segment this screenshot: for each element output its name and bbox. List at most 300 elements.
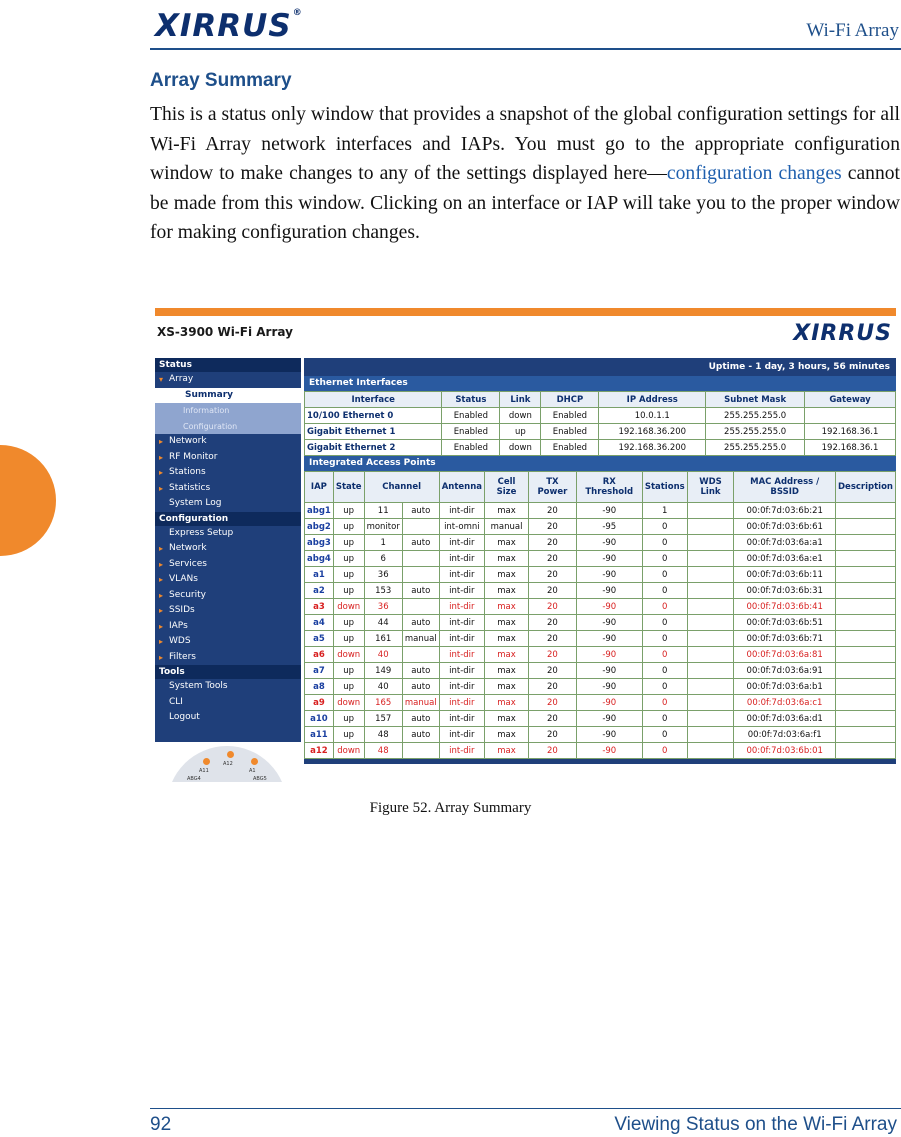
iap-cell — [687, 663, 734, 679]
iap-cell: 153 — [364, 583, 402, 599]
sidebar-item-label: Stations — [169, 467, 206, 477]
iap-cell: 48 — [364, 743, 402, 759]
iap-row[interactable] — [305, 727, 896, 743]
iap-cell: manual — [402, 631, 439, 647]
iap-cell: -90 — [576, 503, 642, 519]
iap-row[interactable] — [305, 695, 896, 711]
sidebar-item-label: Express Setup — [169, 527, 234, 538]
sidebar-heading-status: Status — [155, 358, 301, 372]
iap-cell: -90 — [576, 711, 642, 727]
iap-cell: 00:0f:7d:03:6b:21 — [734, 503, 836, 519]
iap-cell: -95 — [576, 519, 642, 535]
sidebar-heading-tools: Tools — [155, 665, 301, 679]
ethernet-cell: Enabled — [442, 408, 500, 424]
ethernet-column-header: Interface — [305, 392, 442, 408]
iap-cell — [402, 551, 439, 567]
iap-cell: max — [484, 663, 528, 679]
iap-cell: int-dir — [439, 663, 484, 679]
diagram-label: A1 — [249, 768, 256, 774]
iap-cell: manual — [402, 695, 439, 711]
chevron-right-icon: ▸ — [159, 452, 164, 462]
iap-cell: -90 — [576, 583, 642, 599]
iap-cell: max — [484, 743, 528, 759]
ethernet-cell: Enabled — [442, 440, 500, 456]
iap-cell: -90 — [576, 727, 642, 743]
iap-cell: 00:0f:7d:03:6a:f1 — [734, 727, 836, 743]
iap-cell: 0 — [642, 711, 687, 727]
iap-cell — [835, 599, 895, 615]
iap-cell — [402, 647, 439, 663]
iap-cell: abg3 — [305, 535, 334, 551]
sidebar-item-rf-monitor[interactable] — [155, 450, 301, 466]
chevron-right-icon: ▸ — [159, 468, 164, 477]
screenshot-logo: XIRRUS — [793, 321, 892, 346]
iap-cell: a4 — [305, 615, 334, 631]
sidebar-item-express-setup[interactable] — [155, 526, 301, 542]
iap-cell: 0 — [642, 615, 687, 631]
iap-cell: 00:0f:7d:03:6a:c1 — [734, 695, 836, 711]
iap-cell: 20 — [529, 647, 577, 663]
iap-cell: up — [333, 583, 364, 599]
sidebar-item-iaps[interactable] — [155, 619, 301, 635]
iap-cell — [687, 679, 734, 695]
iap-cell — [687, 711, 734, 727]
sidebar-item-label: System Tools — [169, 681, 228, 691]
xirrus-logo: XIRRUS® — [155, 8, 303, 44]
iap-cell — [835, 647, 895, 663]
iap-cell: 0 — [642, 663, 687, 679]
iap-cell: 40 — [364, 679, 402, 695]
iap-column-header: Channel — [364, 472, 439, 503]
sidebar-item-stations[interactable] — [155, 465, 301, 481]
chevron-right-icon: ▸ — [159, 621, 164, 631]
ethernet-section-header: Ethernet Interfaces — [304, 376, 896, 391]
iap-column-header: Antenna — [439, 472, 484, 503]
iap-cell: 00:0f:7d:03:6b:51 — [734, 615, 836, 631]
iap-row[interactable] — [305, 679, 896, 695]
iap-cell: auto — [402, 535, 439, 551]
iap-cell — [687, 519, 734, 535]
sidebar-item-label: Network — [169, 436, 207, 446]
iap-cell: 20 — [529, 695, 577, 711]
iap-cell: up — [333, 535, 364, 551]
ethernet-column-header: Link — [500, 392, 541, 408]
iap-cell: a9 — [305, 695, 334, 711]
sidebar-item-cli[interactable] — [155, 695, 301, 711]
iap-column-header: MAC Address / BSSID — [734, 472, 836, 503]
iap-cell: 0 — [642, 631, 687, 647]
iap-cell: 20 — [529, 519, 577, 535]
iap-cell: -90 — [576, 743, 642, 759]
iap-column-header: IAP — [305, 472, 334, 503]
iap-cell: a11 — [305, 727, 334, 743]
iap-cell: -90 — [576, 551, 642, 567]
chevron-right-icon: ▸ — [159, 652, 164, 662]
iap-cell — [835, 743, 895, 759]
iap-cell: 11 — [364, 503, 402, 519]
iap-cell: auto — [402, 663, 439, 679]
sidebar-item-label: WDS — [169, 636, 191, 646]
sidebar-item-information[interactable] — [155, 403, 301, 419]
iap-cell: 00:0f:7d:03:6b:61 — [734, 519, 836, 535]
sidebar-item-label: SSIDs — [169, 605, 195, 615]
iap-cell: 20 — [529, 599, 577, 615]
sidebar-item-statistics[interactable] — [155, 481, 301, 497]
iap-cell: auto — [402, 727, 439, 743]
sidebar-item-wds[interactable] — [155, 634, 301, 650]
iap-cell: 20 — [529, 631, 577, 647]
sidebar-heading-configuration: Configuration — [155, 512, 301, 526]
iap-cell: 00:0f:7d:03:6b:31 — [734, 583, 836, 599]
iap-cell — [835, 535, 895, 551]
ethernet-table — [304, 391, 896, 456]
sidebar-item-label: VLANs — [169, 574, 198, 584]
iap-cell: 161 — [364, 631, 402, 647]
ethernet-cell: 255.255.255.0 — [706, 424, 805, 440]
sidebar-item-label: Summary — [185, 389, 234, 400]
iap-cell: -90 — [576, 599, 642, 615]
ethernet-cell: Gigabit Ethernet 2 — [305, 440, 442, 456]
chevron-right-icon: ▸ — [159, 544, 164, 553]
iap-cell: 0 — [642, 599, 687, 615]
sidebar-item-label: Services — [169, 558, 207, 569]
iap-cell: up — [333, 567, 364, 583]
iap-cell: -90 — [576, 615, 642, 631]
iap-cell: int-dir — [439, 631, 484, 647]
chevron-down-icon: ▾ — [159, 375, 164, 384]
iap-cell: 00:0f:7d:03:6a:91 — [734, 663, 836, 679]
iap-cell — [835, 519, 895, 535]
footer-rule — [150, 1108, 901, 1109]
sidebar-item-vlans[interactable] — [155, 572, 301, 588]
iap-row[interactable] — [305, 711, 896, 727]
iap-cell — [835, 615, 895, 631]
iap-cell — [687, 567, 734, 583]
iap-cell: int-dir — [439, 711, 484, 727]
ethernet-cell: down — [500, 440, 541, 456]
iap-cell: 157 — [364, 711, 402, 727]
iap-cell: 00:0f:7d:03:6a:a1 — [734, 535, 836, 551]
sidebar-item-configuration[interactable] — [155, 419, 301, 435]
iap-cell: 0 — [642, 551, 687, 567]
iap-cell: max — [484, 679, 528, 695]
iap-cell: 00:0f:7d:03:6a:d1 — [734, 711, 836, 727]
iap-cell: 00:0f:7d:03:6b:01 — [734, 743, 836, 759]
ethernet-cell: up — [500, 424, 541, 440]
iap-cell — [687, 695, 734, 711]
ethernet-row[interactable] — [305, 408, 896, 424]
iap-row[interactable] — [305, 567, 896, 583]
iap-cell: max — [484, 551, 528, 567]
sidebar-item-logout[interactable] — [155, 710, 301, 726]
iap-row[interactable] — [305, 599, 896, 615]
iap-cell: up — [333, 615, 364, 631]
iap-cell: up — [333, 663, 364, 679]
iap-cell: 20 — [529, 615, 577, 631]
iap-cell — [835, 503, 895, 519]
iap-cell: int-dir — [439, 743, 484, 759]
sidebar-item-label: Logout — [169, 712, 200, 722]
ethernet-column-header: IP Address — [599, 392, 706, 408]
diagram-label: A12 — [223, 761, 233, 767]
iap-row[interactable] — [305, 615, 896, 631]
diagram-label: A11 — [199, 768, 209, 774]
iap-cell — [402, 567, 439, 583]
iap-row[interactable] — [305, 663, 896, 679]
iap-cell: down — [333, 743, 364, 759]
iap-row[interactable] — [305, 551, 896, 567]
iap-cell: -90 — [576, 695, 642, 711]
iap-cell: a6 — [305, 647, 334, 663]
sidebar-item-filters[interactable] — [155, 650, 301, 666]
screenshot-bottom-bar — [304, 759, 896, 764]
iap-cell: 36 — [364, 567, 402, 583]
iap-cell: auto — [402, 583, 439, 599]
sidebar-item-label: System Log — [169, 498, 222, 508]
iap-cell: int-dir — [439, 551, 484, 567]
iap-cell: max — [484, 503, 528, 519]
sidebar-item-summary[interactable] — [155, 388, 301, 404]
sidebar-item-label: Information — [183, 406, 230, 415]
iap-cell: 0 — [642, 743, 687, 759]
iap-cell: up — [333, 631, 364, 647]
ethernet-row[interactable] — [305, 440, 896, 456]
iap-cell: auto — [402, 503, 439, 519]
iap-cell — [687, 615, 734, 631]
iap-cell: 20 — [529, 663, 577, 679]
ethernet-cell: 192.168.36.1 — [805, 424, 896, 440]
iap-cell — [835, 663, 895, 679]
iap-cell: int-dir — [439, 615, 484, 631]
chevron-right-icon: ▸ — [159, 483, 164, 493]
diagram-label: ABG4 — [187, 776, 201, 782]
iap-row[interactable] — [305, 743, 896, 759]
iap-cell: up — [333, 519, 364, 535]
ethernet-cell: 255.255.255.0 — [706, 408, 805, 424]
sidebar-item-label: IAPs — [169, 620, 188, 631]
iap-table — [304, 471, 896, 759]
iap-cell: 20 — [529, 711, 577, 727]
iap-cell: auto — [402, 711, 439, 727]
iap-cell: int-dir — [439, 647, 484, 663]
iap-cell: -90 — [576, 535, 642, 551]
iap-cell: a7 — [305, 663, 334, 679]
iap-row[interactable] — [305, 519, 896, 535]
iap-cell: abg2 — [305, 519, 334, 535]
iap-cell — [835, 583, 895, 599]
iap-row[interactable] — [305, 583, 896, 599]
iap-cell — [835, 695, 895, 711]
iap-cell: 6 — [364, 551, 402, 567]
body-paragraph: This is a status only window that provides a snapshot of the global configuration settings for all Wi-Fi Array network interfaces and IAPs. You must go to the appropriate configuration window to make changes to any of the settings displayed here—configuration changes cannot be made from this window. Clicking on an interface or IAP will take you to the proper window for making configuration changes. — [150, 104, 900, 243]
iap-cell: int-dir — [439, 695, 484, 711]
ethernet-cell: 192.168.36.1 — [805, 440, 896, 456]
iap-cell: 00:0f:7d:03:6b:41 — [734, 599, 836, 615]
iap-cell: auto — [402, 679, 439, 695]
iap-cell: 48 — [364, 727, 402, 743]
iap-cell: a8 — [305, 679, 334, 695]
iap-cell: 1 — [642, 503, 687, 519]
iap-cell: 0 — [642, 695, 687, 711]
section-title: Array Summary — [150, 70, 292, 91]
array-summary-screenshot — [155, 308, 896, 782]
sidebar-item-label: Array — [169, 374, 194, 384]
iap-cell: int-dir — [439, 535, 484, 551]
sidebar-item-label: RF Monitor — [169, 451, 218, 462]
ethernet-cell: 255.255.255.0 — [706, 440, 805, 456]
iap-cell: abg4 — [305, 551, 334, 567]
iap-cell: 00:0f:7d:03:6b:71 — [734, 631, 836, 647]
sidebar-item-label: CLI — [169, 696, 183, 707]
iap-row[interactable] — [305, 631, 896, 647]
iap-column-header: RX Threshold — [576, 472, 642, 503]
iap-cell: int-dir — [439, 567, 484, 583]
iap-cell: 00:0f:7d:03:6a:b1 — [734, 679, 836, 695]
iap-cell: auto — [402, 615, 439, 631]
diagram-label: ABG5 — [253, 776, 267, 782]
iap-cell: int-dir — [439, 727, 484, 743]
iap-cell: -90 — [576, 647, 642, 663]
chevron-right-icon: ▸ — [159, 559, 164, 569]
sidebar-item-security[interactable] — [155, 588, 301, 604]
header-rule — [150, 48, 901, 50]
iap-cell: 149 — [364, 663, 402, 679]
iap-cell: int-dir — [439, 599, 484, 615]
iap-cell: manual — [484, 519, 528, 535]
iap-cell: a3 — [305, 599, 334, 615]
iap-cell — [835, 711, 895, 727]
sidebar-item-label: Statistics — [169, 482, 211, 493]
sidebar-item-label: Configuration — [183, 421, 238, 431]
iap-column-header: Description — [835, 472, 895, 503]
iap-cell: -90 — [576, 679, 642, 695]
iap-cell — [687, 727, 734, 743]
iap-cell: max — [484, 535, 528, 551]
iap-cell — [402, 743, 439, 759]
iap-cell: -90 — [576, 567, 642, 583]
iap-cell: max — [484, 727, 528, 743]
iap-cell — [835, 567, 895, 583]
iap-cell: -90 — [576, 631, 642, 647]
ethernet-cell — [805, 408, 896, 424]
ethernet-cell: Enabled — [541, 440, 599, 456]
iap-cell: 20 — [529, 567, 577, 583]
ethernet-column-header: Subnet Mask — [706, 392, 805, 408]
iap-cell — [687, 583, 734, 599]
iap-cell: monitor — [364, 519, 402, 535]
iap-cell: 20 — [529, 503, 577, 519]
iap-cell: 0 — [642, 647, 687, 663]
iap-cell: 0 — [642, 679, 687, 695]
sidebar-item-services[interactable] — [155, 557, 301, 573]
iap-cell: 20 — [529, 551, 577, 567]
screenshot-page-title: XS-3900 Wi-Fi Array — [157, 325, 293, 339]
iap-cell: a1 — [305, 567, 334, 583]
iap-cell: 00:0f:7d:03:6b:11 — [734, 567, 836, 583]
sidebar-item-label: Security — [169, 589, 206, 600]
sidebar-item-label: Network — [169, 543, 207, 553]
chevron-right-icon: ▸ — [159, 637, 164, 646]
iap-cell: 44 — [364, 615, 402, 631]
iap-cell — [687, 743, 734, 759]
iap-cell: 0 — [642, 567, 687, 583]
ethernet-row[interactable] — [305, 424, 896, 440]
iap-cell: 20 — [529, 535, 577, 551]
iap-cell: -90 — [576, 663, 642, 679]
array-diagram — [155, 742, 301, 782]
iap-cell: up — [333, 711, 364, 727]
sidebar-item-system-log[interactable] — [155, 496, 301, 512]
iap-cell — [835, 631, 895, 647]
chevron-right-icon: ▸ — [159, 606, 164, 615]
iap-cell: int-dir — [439, 679, 484, 695]
footer-title: Viewing Status on the Wi-Fi Array — [614, 1114, 897, 1135]
iap-cell: down — [333, 599, 364, 615]
iap-dot — [227, 751, 234, 758]
ethernet-cell: Enabled — [541, 408, 599, 424]
iap-cell: max — [484, 647, 528, 663]
configuration-changes-link[interactable]: configuration changes — [666, 163, 842, 184]
iap-row[interactable] — [305, 535, 896, 551]
iap-row[interactable] — [305, 647, 896, 663]
chevron-right-icon: ▸ — [159, 590, 164, 600]
iap-cell: int-dir — [439, 503, 484, 519]
iap-cell: int-omni — [439, 519, 484, 535]
iap-cell: down — [333, 647, 364, 663]
ethernet-column-header: Status — [442, 392, 500, 408]
screenshot-main — [304, 358, 896, 764]
iap-cell — [687, 551, 734, 567]
iap-cell: 40 — [364, 647, 402, 663]
iap-cell: a2 — [305, 583, 334, 599]
iap-cell: 0 — [642, 519, 687, 535]
ethernet-cell: Enabled — [541, 424, 599, 440]
iap-cell: max — [484, 583, 528, 599]
sidebar-item-label: Filters — [169, 651, 196, 662]
iap-cell: 36 — [364, 599, 402, 615]
iap-cell: 0 — [642, 583, 687, 599]
iap-cell — [687, 631, 734, 647]
ethernet-column-header: DHCP — [541, 392, 599, 408]
sidebar-item-network[interactable] — [155, 541, 301, 557]
screenshot-sidebar — [155, 358, 301, 782]
chevron-right-icon: ▸ — [159, 575, 164, 584]
iap-cell: 0 — [642, 727, 687, 743]
iap-cell: down — [333, 695, 364, 711]
iap-cell — [402, 519, 439, 535]
iap-cell: up — [333, 551, 364, 567]
iap-cell: up — [333, 503, 364, 519]
iap-cell: up — [333, 679, 364, 695]
iap-cell: 20 — [529, 679, 577, 695]
iap-cell: int-dir — [439, 583, 484, 599]
iap-cell: max — [484, 695, 528, 711]
ethernet-cell: 10/100 Ethernet 0 — [305, 408, 442, 424]
ethernet-cell: 10.0.1.1 — [599, 408, 706, 424]
iap-cell — [687, 647, 734, 663]
ethernet-cell: Gigabit Ethernet 1 — [305, 424, 442, 440]
iap-cell: 00:0f:7d:03:6a:e1 — [734, 551, 836, 567]
sidebar-item-system-tools[interactable] — [155, 679, 301, 695]
iap-column-header: WDS Link — [687, 472, 734, 503]
iap-cell: max — [484, 599, 528, 615]
iap-cell — [687, 535, 734, 551]
sidebar-item-network[interactable] — [155, 434, 301, 450]
sidebar-item-array[interactable] — [155, 372, 301, 388]
sidebar-item-ssids[interactable] — [155, 603, 301, 619]
iap-cell: max — [484, 615, 528, 631]
iap-row[interactable] — [305, 503, 896, 519]
